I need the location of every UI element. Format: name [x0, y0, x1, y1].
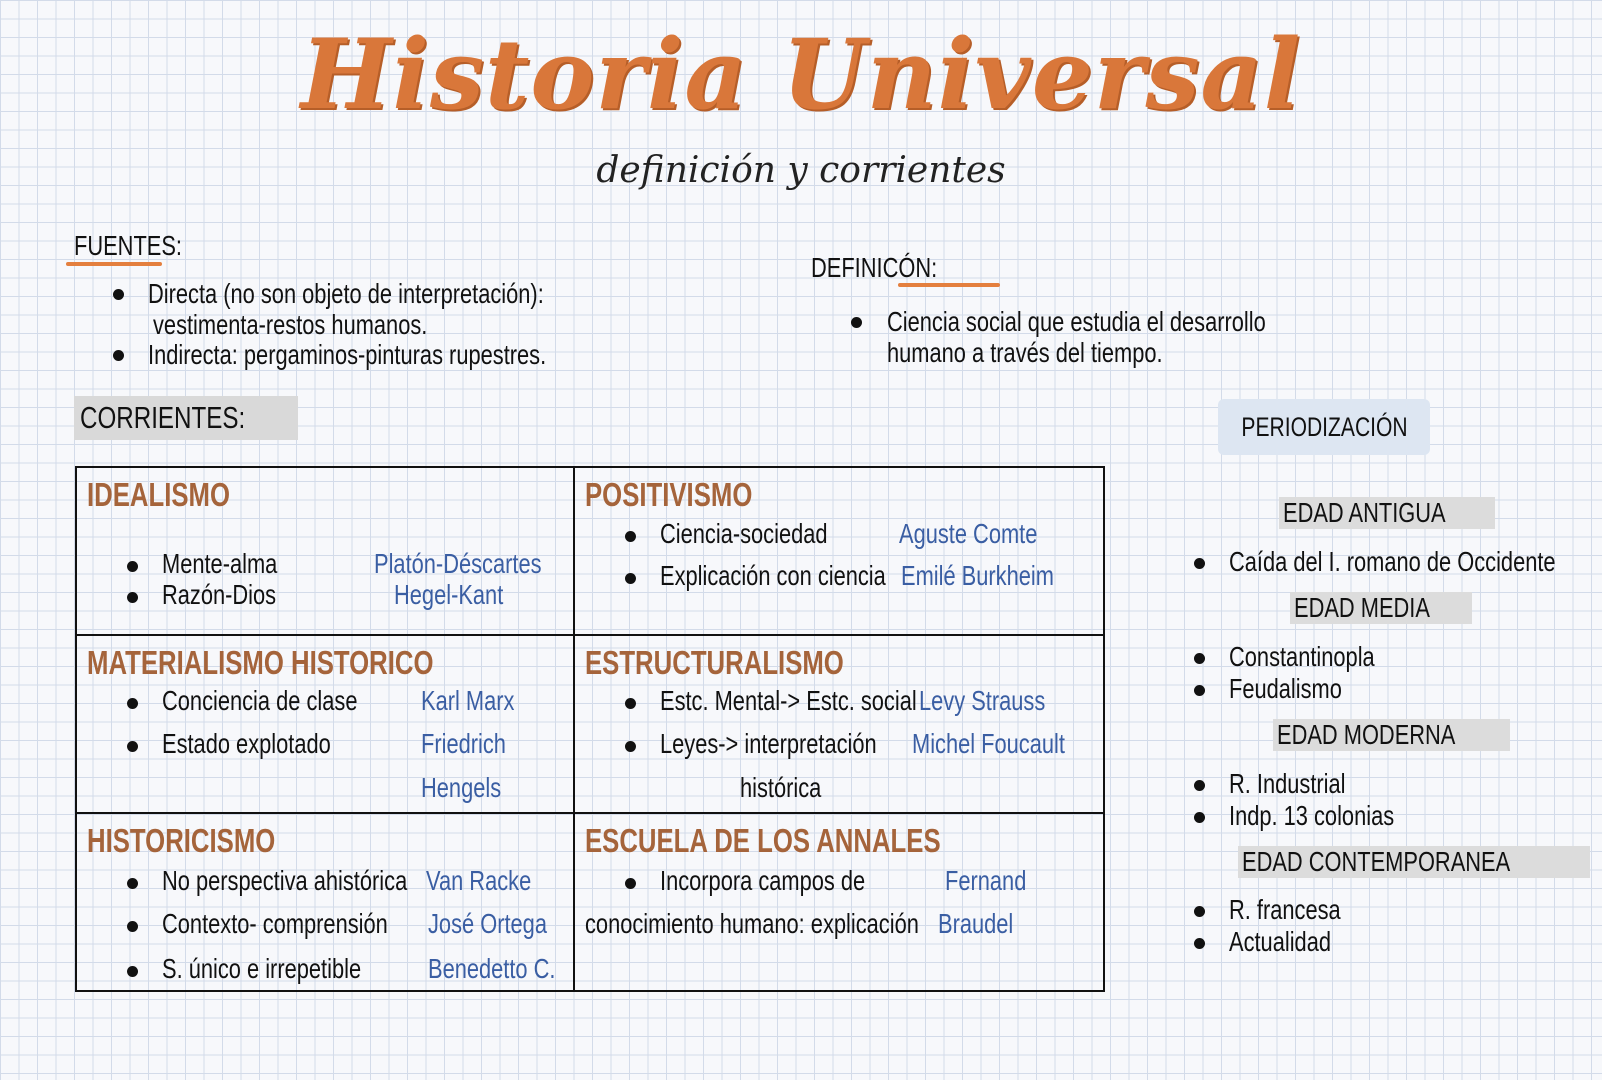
page-subtitle: definición y corrientes	[596, 150, 1006, 191]
bullet-dot	[127, 698, 138, 709]
periodizacion-heading: PERIODIZACIÓN	[1218, 399, 1430, 455]
current-row: Estado explotado	[162, 728, 331, 759]
page-title: Historia Universal	[300, 18, 1302, 131]
definicion-line-1: Ciencia social que estudia el desarrollo	[887, 306, 1266, 337]
cell-historicismo	[76, 813, 574, 991]
bullet-dot	[625, 878, 636, 889]
author-name: Fernand	[945, 865, 1027, 896]
author-name: Hegel-Kant	[394, 579, 504, 610]
age-moderna: EDAD MODERNA	[1273, 719, 1510, 751]
current-row-cont: conocimiento humano: explicación	[585, 908, 919, 939]
definicion-underline	[898, 283, 1000, 287]
bullet-dot	[1194, 780, 1205, 791]
age-media: EDAD MEDIA	[1290, 592, 1472, 624]
age-item: Caída del I. romano de Occidente	[1229, 546, 1556, 577]
author-name: José Ortega	[428, 908, 547, 939]
author-name: Michel Foucault	[912, 728, 1065, 759]
bullet-dot	[1194, 812, 1205, 823]
bullet-dot	[127, 921, 138, 932]
bullet-dot	[1194, 938, 1205, 949]
author-name: Van Racke	[426, 865, 532, 896]
bullet-dot	[127, 966, 138, 977]
author-name: Benedetto C.	[428, 953, 556, 984]
bullet-dot	[625, 531, 636, 542]
age-antigua: EDAD ANTIGUA	[1279, 497, 1495, 529]
author-name: Friedrich	[421, 728, 506, 759]
age-item: Indp. 13 colonias	[1229, 800, 1395, 831]
bullet-dot	[625, 573, 636, 584]
current-name: ESTRUCTURALISMO	[585, 644, 844, 681]
author-name: Braudel	[938, 908, 1014, 939]
bullet-dot	[127, 561, 138, 572]
age-item: Feudalismo	[1229, 673, 1342, 704]
current-row: Contexto- comprensión	[162, 908, 388, 939]
author-name: Aguste Comte	[899, 518, 1038, 549]
corrientes-heading: CORRIENTES:	[74, 396, 298, 440]
cell-positivismo	[574, 467, 1104, 635]
age-item: R. francesa	[1229, 894, 1341, 925]
definicion-line-2: humano a través del tiempo.	[887, 337, 1163, 368]
age-item: Actualidad	[1229, 926, 1331, 957]
author-name: Emilé Burkheim	[901, 560, 1054, 591]
current-row-cont: histórica	[740, 772, 822, 803]
bullet-dot	[127, 592, 138, 603]
current-name: MATERIALISMO HISTORICO	[87, 644, 434, 681]
current-row: Mente-alma	[162, 548, 278, 579]
current-name: ESCUELA DE LOS ANNALES	[585, 822, 941, 859]
current-row: Ciencia-sociedad	[660, 518, 828, 549]
age-item: Constantinopla	[1229, 641, 1375, 672]
current-row: Leyes-> interpretación	[660, 728, 877, 759]
fuentes-heading: FUENTES:	[74, 230, 183, 261]
fuentes-item-1: Directa (no son objeto de interpretación):	[148, 278, 544, 309]
current-row: S. único e irrepetible	[162, 953, 362, 984]
bullet-dot	[1194, 685, 1205, 696]
fuentes-underline	[66, 262, 162, 266]
bullet-dot	[625, 698, 636, 709]
author-name: Hengels	[421, 772, 502, 803]
age-contemporanea: EDAD CONTEMPORANEA	[1238, 846, 1590, 878]
cell-materialismo-historico	[76, 635, 574, 813]
bullet-dot	[127, 878, 138, 889]
current-row: Explicación con ciencia	[660, 560, 886, 591]
author-name: Levy Strauss	[919, 685, 1046, 716]
bullet-dot	[113, 289, 124, 300]
current-row: No perspectiva ahistórica	[162, 865, 408, 896]
corrientes-table	[75, 466, 1105, 992]
current-row: Incorpora campos de	[660, 865, 866, 896]
cell-estructuralismo	[574, 635, 1104, 813]
age-item: R. Industrial	[1229, 768, 1346, 799]
cell-escuela-annales	[574, 813, 1104, 991]
current-name: IDEALISMO	[87, 476, 231, 513]
cell-idealismo	[76, 467, 574, 635]
fuentes-item-1-cont: vestimenta-restos humanos.	[153, 309, 428, 340]
definicion-heading: DEFINICÓN:	[811, 252, 938, 283]
current-name: POSITIVISMO	[585, 476, 753, 513]
author-name: Karl Marx	[421, 685, 515, 716]
bullet-dot	[1194, 558, 1205, 569]
current-row: Razón-Dios	[162, 579, 277, 610]
bullet-dot	[1194, 653, 1205, 664]
bullet-dot	[127, 741, 138, 752]
current-row: Conciencia de clase	[162, 685, 358, 716]
bullet-dot	[625, 741, 636, 752]
current-row: Estc. Mental-> Estc. social	[660, 685, 917, 716]
bullet-dot	[851, 317, 862, 328]
bullet-dot	[113, 350, 124, 361]
bullet-dot	[1194, 906, 1205, 917]
author-name: Platón-Déscartes	[374, 548, 542, 579]
fuentes-item-2: Indirecta: pergaminos-pinturas rupestres.	[148, 339, 547, 370]
current-name: HISTORICISMO	[87, 822, 276, 859]
